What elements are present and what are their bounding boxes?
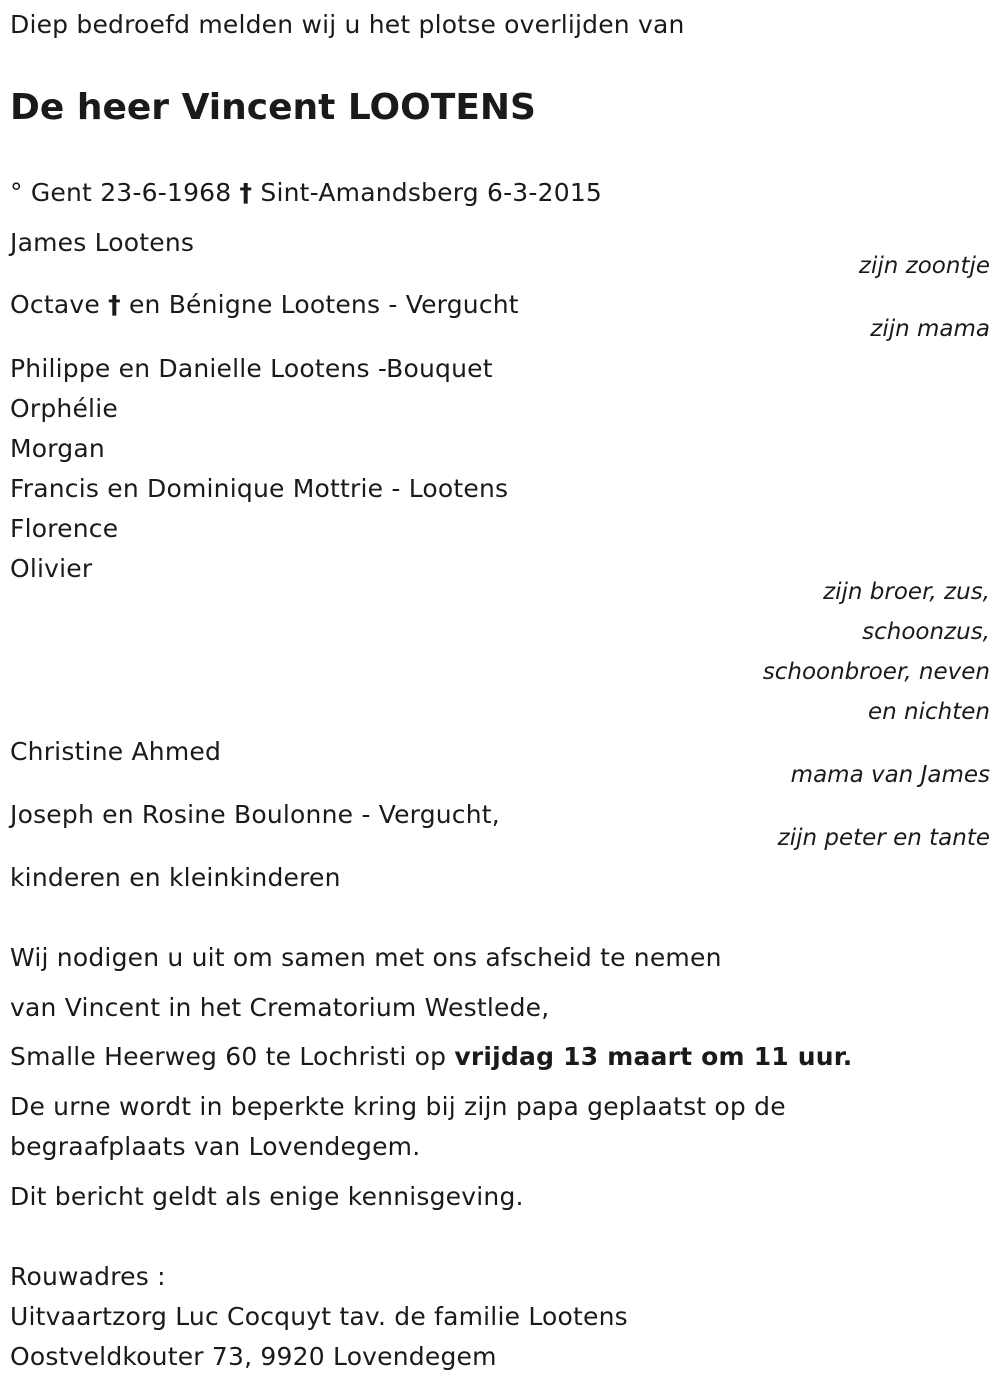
role-siblings-1: zijn broer, zus, bbox=[823, 579, 990, 605]
invitation-line-1: Wij nodigen u uit om samen met ons afscheid te nemen bbox=[10, 943, 722, 972]
cross-icon: † bbox=[108, 290, 121, 319]
address-line-1: Uitvaartzorg Luc Cocquyt tav. de familie Lootens bbox=[10, 1302, 628, 1331]
invitation-location: Smalle Heerweg 60 te Lochristi op bbox=[10, 1042, 455, 1071]
cross-icon: † bbox=[239, 178, 253, 207]
invitation-line-3 bbox=[10, 1042, 852, 1072]
family-morgan: Morgan bbox=[10, 434, 105, 463]
role-octave: zijn mama bbox=[870, 316, 990, 342]
role-siblings-3: schoonbroer, neven bbox=[762, 659, 990, 685]
role-siblings-4: en nichten bbox=[868, 699, 990, 725]
urn-line-1: De urne wordt in beperkte kring bij zijn papa geplaatst op de bbox=[10, 1092, 786, 1121]
notice-line: Dit bericht geldt als enige kennisgeving. bbox=[10, 1182, 524, 1211]
role-james: zijn zoontje bbox=[858, 253, 990, 279]
family-joseph: Joseph en Rosine Boulonne - Vergucht, bbox=[10, 800, 500, 829]
intro-text: Diep bedroefd melden wij u het plotse overlijden van bbox=[10, 10, 685, 39]
address-label: Rouwadres : bbox=[10, 1262, 166, 1291]
role-christine: mama van James bbox=[790, 762, 990, 788]
family-francis: Francis en Dominique Mottrie - Lootens bbox=[10, 474, 509, 503]
family-philippe: Philippe en Danielle Lootens -Bouquet bbox=[10, 354, 493, 383]
role-siblings-2: schoonzus, bbox=[862, 619, 990, 645]
octave-rest: en Bénigne Lootens - Vergucht bbox=[128, 290, 519, 319]
octave-name: Octave bbox=[10, 290, 100, 319]
birth-death-line bbox=[10, 178, 602, 208]
birth-mark: ° bbox=[10, 178, 23, 207]
death-info: Sint-Amandsberg 6-3-2015 bbox=[260, 178, 603, 207]
family-james: James Lootens bbox=[10, 228, 195, 257]
family-children: kinderen en kleinkinderen bbox=[10, 863, 341, 892]
role-joseph: zijn peter en tante bbox=[777, 825, 990, 851]
family-christine: Christine Ahmed bbox=[10, 737, 222, 766]
invitation-line-2: van Vincent in het Crematorium Westlede, bbox=[10, 993, 550, 1022]
family-orphelie: Orphélie bbox=[10, 394, 118, 423]
family-olivier: Olivier bbox=[10, 554, 93, 583]
urn-line-2: begraafplaats van Lovendegem. bbox=[10, 1132, 421, 1161]
page-title: De heer Vincent LOOTENS bbox=[10, 87, 536, 128]
family-florence: Florence bbox=[10, 514, 119, 543]
family-octave bbox=[10, 290, 519, 320]
invitation-datetime: vrijdag 13 maart om 11 uur. bbox=[454, 1042, 853, 1071]
address-line-2: Oostveldkouter 73, 9920 Lovendegem bbox=[10, 1342, 497, 1371]
birth-info: Gent 23-6-1968 bbox=[30, 178, 232, 207]
